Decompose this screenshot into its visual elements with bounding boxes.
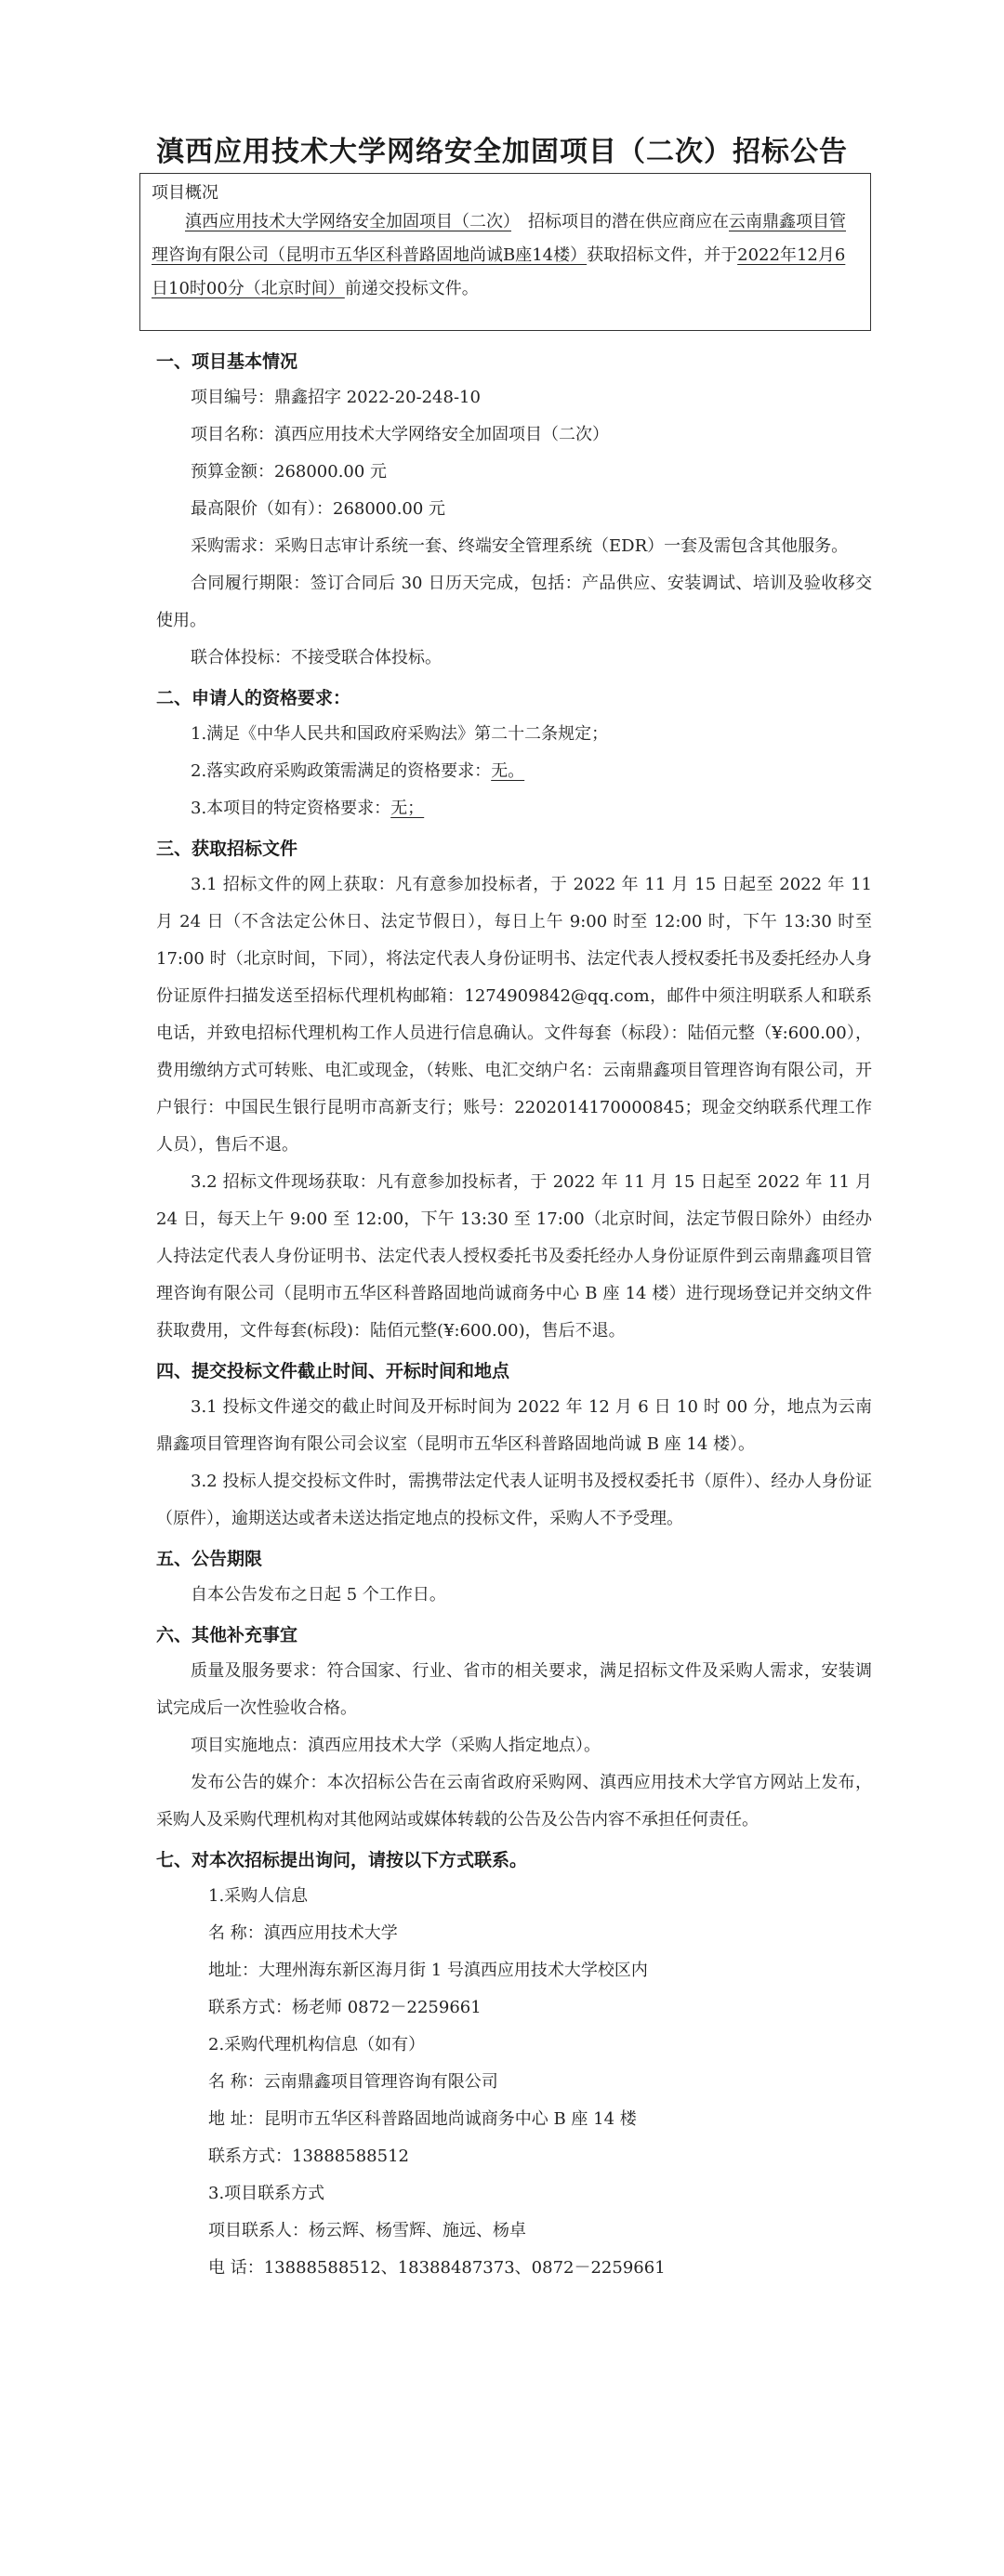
section-5-heading: 五、公告期限 (156, 1549, 263, 1569)
overview-box (139, 173, 871, 331)
overview-text-3: 前递交投标文件。 (344, 279, 479, 298)
buyer-info-label: 1.采购人信息 (208, 1886, 309, 1906)
agency-address: 地 址：昆明市五华区科普路固地尚诚商务中心 B 座 14 楼 (208, 2109, 637, 2129)
overview-project-name: 滇西应用技术大学网络安全加固项目（二次） (185, 212, 511, 231)
quality-requirements: 质量及服务要求：符合国家、行业、省市的相关要求，满足招标文件及采购人需求，安装调试完成后一次性验收合格。 (156, 1661, 872, 1718)
project-contact-label: 3.项目联系方式 (208, 2184, 325, 2203)
section-1-heading: 一、项目基本情况 (156, 351, 298, 372)
section-4-heading: 四、提交投标文件截止时间、开标时间和地点 (156, 1361, 510, 1381)
onsite-acquisition: 3.2 招标文件现场获取：凡有意参加投标者，于 2022 年 11 月 15 日起至 2022 年 11 月 24 日，每天上午 9:00 至 12:00，下午 13:30 至 17:00（北京时间，法定节假日除外）由经办人持法定代表人身份证明书、法定代表人授权委托书及委托经办人身份证原件到云南鼎鑫项目管理咨询有限公司（昆明市五华区科普路固地尚诚商务中心 B 座 14 楼）进行现场登记并交纳文件获取费用，文件每套(标段)：陆佰元整(¥:600.00)，售后不退。 (156, 1172, 872, 1341)
qualification-item-3 (156, 790, 872, 827)
deadline-and-location: 3.1 投标文件递交的截止时间及开标时间为 2022 年 12 月 6 日 10 时 00 分，地点为云南鼎鑫项目管理咨询有限公司会议室（昆明市五华区科普路固地尚诚 B 座 14 楼）。 (156, 1397, 872, 1454)
qualification-item-3-value: 无； (390, 799, 425, 818)
qualification-item-3-prefix: 3.本项目的特定资格要求： (191, 799, 391, 818)
overview-agency-location: 云南鼎鑫项目管理咨询有限公司（昆明市五华区科普路固地尚诚B座14楼） (152, 212, 846, 265)
overview-text (152, 205, 859, 306)
online-acquisition: 3.1 招标文件的网上获取：凡有意参加投标者，于 2022 年 11 月 15 日起至 2022 年 11 月 24 日（不含法定公休日、法定节假日），每日上午 9:00 时至 12:00 时，下午 13:30 时至 17:00 时（北京时间，下同），将法定代表人身份证明书、法定代表人授权委托书及委托经办人身份证原件扫描发送至招标代理机构邮箱：1274909842@qq.com，邮件中须注明联系人和联系电话，并致电招标代理机构工作人员进行信息确认。文件每套（标段）：陆佰元整（¥:600.00），费用缴纳方式可转账、电汇或现金，（转账、电汇交纳户名：云南鼎鑫项目管理咨询有限公司，开户银行：中国民生银行昆明市高新支行；账号：2202014170000845；现金交纳联系代理工作人员），售后不退。 (156, 875, 872, 1155)
consortium-bidding: 联合体投标：不接受联合体投标。 (191, 648, 442, 667)
buyer-address: 地址：大理州海东新区海月街 1 号滇西应用技术大学校区内 (208, 1961, 648, 1980)
agency-contact: 联系方式：13888588512 (208, 2147, 409, 2166)
page-title: 滇西应用技术大学网络安全加固项目（二次）招标公告 (156, 136, 848, 168)
project-phone: 电 话：13888588512、18388487373、0872－2259661 (208, 2258, 666, 2278)
buyer-name: 名 称：滇西应用技术大学 (208, 1923, 398, 1943)
submission-requirements: 3.2 投标人提交投标文件时，需携带法定代表人证明书及授权委托书（原件）、经办人身份证（原件），逾期送达或者未送达指定地点的投标文件，采购人不予受理。 (156, 1472, 872, 1528)
overview-label: 项目概况 (152, 183, 218, 203)
announcement-body (156, 340, 872, 2287)
buyer-contact: 联系方式：杨老师 0872－2259661 (208, 1998, 482, 2017)
project-number: 项目编号：鼎鑫招字 2022-20-248-10 (191, 388, 481, 407)
section-6-heading: 六、其他补充事宜 (156, 1625, 298, 1645)
contract-period: 合同履行期限：签订合同后 30 日历天完成，包括：产品供应、安装调试、培训及验收移交使用。 (156, 574, 872, 630)
overview-text-2: 获取招标文件，并于 (587, 245, 738, 265)
section-7-heading: 七、对本次招标提出询问，请按以下方式联系。 (156, 1850, 528, 1870)
max-price: 最高限价（如有）：268000.00 元 (191, 499, 446, 519)
qualification-item-1: 1.满足《中华人民共和国政府采购法》第二十二条规定； (191, 724, 609, 744)
qualification-item-2-prefix: 2.落实政府采购政策需满足的资格要求： (191, 761, 492, 781)
project-contacts: 项目联系人：杨云辉、杨雪辉、施远、杨卓 (208, 2221, 526, 2240)
section-2-heading: 二、申请人的资格要求： (156, 688, 351, 708)
agency-info-label: 2.采购代理机构信息（如有） (208, 2035, 426, 2054)
overview-deadline: 2022年12月6日10时00分（北京时间） (152, 245, 846, 298)
qualification-item-2 (156, 753, 872, 790)
section-3-heading: 三、获取招标文件 (156, 839, 298, 859)
announcement-period: 自本公告发布之日起 5 个工作日。 (191, 1585, 446, 1605)
budget-amount: 预算金额：268000.00 元 (191, 462, 388, 482)
qualification-item-2-value: 无。 (491, 761, 525, 781)
project-name: 项目名称：滇西应用技术大学网络安全加固项目（二次） (191, 425, 609, 444)
procurement-requirement: 采购需求：采购日志审计系统一套、终端安全管理系统（EDR）一套及需包含其他服务。 (191, 536, 849, 556)
overview-text-1: 招标项目的潜在供应商应在 (528, 212, 729, 231)
implementation-location: 项目实施地点：滇西应用技术大学（采购人指定地点）。 (191, 1736, 601, 1755)
publishing-media: 发布公告的媒介：本次招标公告在云南省政府采购网、滇西应用技术大学官方网站上发布，采购人及采购代理机构对其他网站或媒体转载的公告及公告内容不承担任何责任。 (156, 1773, 872, 1830)
agency-name: 名 称：云南鼎鑫项目管理咨询有限公司 (208, 2072, 498, 2092)
